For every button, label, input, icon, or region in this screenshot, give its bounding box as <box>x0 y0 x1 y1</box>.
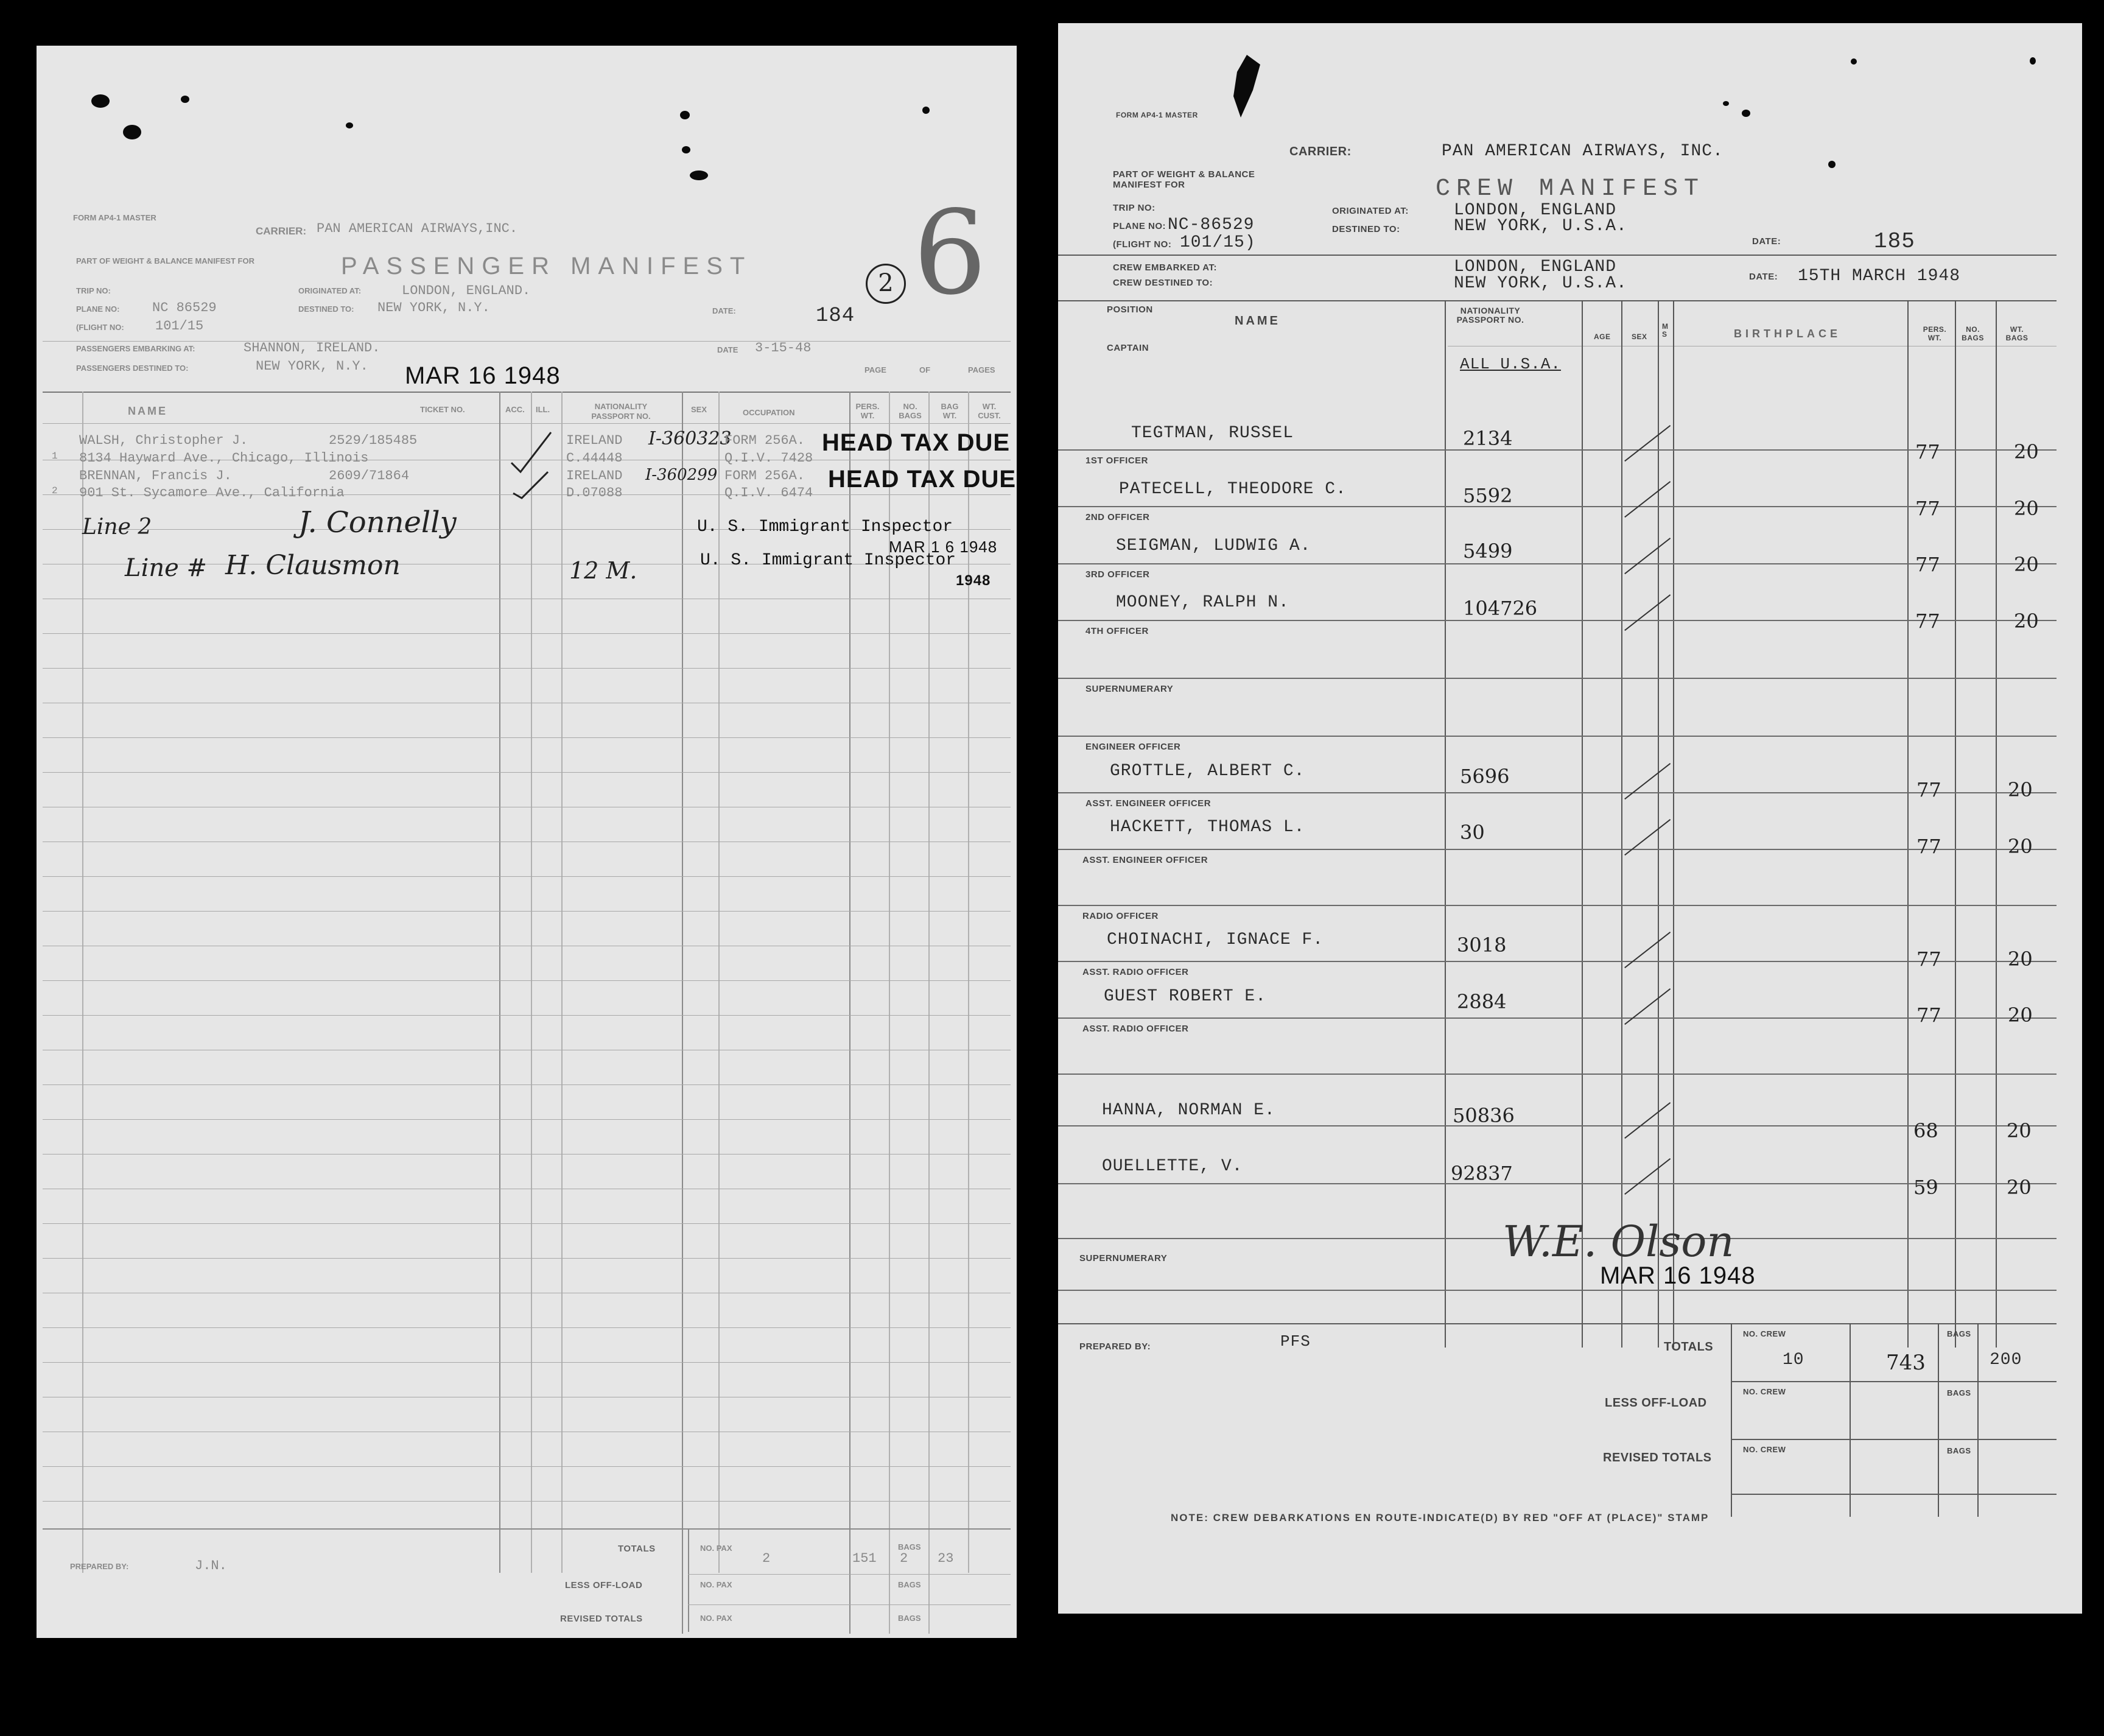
crew-5-weight: 77 <box>1916 778 1941 801</box>
rule <box>1731 1381 2057 1382</box>
row-rule <box>1058 849 2057 850</box>
date2-value: 3-15-48 <box>755 340 812 356</box>
all-usa-note: ALL U.S.A. <box>1460 355 1562 373</box>
col-ticket: TICKET NO. <box>420 405 465 414</box>
col-pers-wt: PERS. WT. <box>855 402 880 420</box>
col-pers-wt: PERS. WT. <box>1923 325 1947 342</box>
rule <box>1731 1439 2057 1440</box>
crew-2-passport: 5592 <box>1463 484 1513 507</box>
crew-10-passport: 92837 <box>1451 1162 1513 1185</box>
passenger-2-nationality: IRELAND <box>566 468 623 483</box>
ink-blot <box>1723 101 1729 106</box>
tick-mark <box>1624 425 1671 462</box>
tick-mark <box>1624 988 1671 1025</box>
crew-5-bag-weight: 20 <box>2008 778 2033 801</box>
crew-5-passport: 5696 <box>1460 765 1510 788</box>
row-rule <box>1058 905 2057 906</box>
crew-2-weight: 77 <box>1915 497 1940 520</box>
position-engineer-officer: ENGINEER OFFICER <box>1085 742 1181 752</box>
circled-number: 2 <box>866 264 906 304</box>
passenger-1-passport: C.44448 <box>566 451 623 466</box>
crew-1-passport: 2134 <box>1463 427 1513 450</box>
handwritten-line-2: Line # <box>125 554 208 582</box>
rule <box>688 1604 1011 1605</box>
row-rule <box>1058 506 2057 507</box>
crew-6-passport: 30 <box>1460 821 1485 844</box>
carrier-name: PAN AMERICAN AIRWAYS,INC. <box>317 221 518 236</box>
originated-value: LONDON, ENGLAND <box>1454 201 1617 220</box>
handwritten-signature-2: H. Clausmon <box>225 550 401 581</box>
destined-value: NEW YORK, U.S.A. <box>1454 217 1627 236</box>
no-pax-label: NO. PAX <box>700 1544 732 1553</box>
bags-label-2: BAGS <box>1947 1388 1971 1397</box>
crew-9-name: HANNA, NORMAN E. <box>1102 1101 1275 1120</box>
page-label: PAGE <box>864 365 886 374</box>
ink-blot <box>682 146 690 153</box>
column-line <box>1445 300 1446 1348</box>
position-supernumerary-1: SUPERNUMERARY <box>1085 684 1174 694</box>
column-line <box>1977 1323 1979 1517</box>
passenger-1-ticket: 2529/185485 <box>329 433 418 448</box>
col-sex: SEX <box>691 405 707 414</box>
column-line <box>1955 300 1956 1348</box>
col-sex: SEX <box>1632 332 1647 341</box>
position-asst-radio-2: ASST. RADIO OFFICER <box>1082 1024 1189 1034</box>
crew-4-bag-weight: 20 <box>2014 610 2039 633</box>
originated-label: ORIGINATED AT: <box>298 286 362 295</box>
crew-4-passport: 104726 <box>1463 597 1538 620</box>
crew-destined-value: NEW YORK, U.S.A. <box>1454 274 1627 293</box>
total-bags: 2 <box>900 1551 908 1566</box>
head-tax-stamp-1: HEAD TAX DUE <box>822 429 1011 456</box>
row-rule <box>43 1501 1011 1502</box>
position-asst-engineer-1: ASST. ENGINEER OFFICER <box>1085 798 1212 809</box>
plane-no-value: NC 86529 <box>152 300 217 315</box>
check-mark-icon <box>508 426 569 499</box>
tick-mark <box>1624 1102 1671 1139</box>
row-rule <box>43 911 1011 912</box>
total-weight: 151 <box>852 1551 877 1566</box>
form-number: FORM AP4-1 MASTER <box>73 213 156 222</box>
position-asst-radio-1: ASST. RADIO OFFICER <box>1082 967 1189 977</box>
rule <box>1058 255 2057 256</box>
crew-8-weight: 77 <box>1916 1003 1941 1027</box>
ink-blot <box>2030 57 2036 65</box>
row-rule <box>43 1015 1011 1016</box>
destined-pass-value: NEW YORK, N.Y. <box>256 359 368 374</box>
originated-value: LONDON, ENGLAND. <box>402 283 531 298</box>
destined-value: NEW YORK, N.Y. <box>377 300 490 315</box>
col-position: POSITION <box>1107 304 1153 315</box>
crew-6-name: HACKETT, THOMAS L. <box>1110 818 1305 837</box>
position-captain: CAPTAIN <box>1107 343 1149 353</box>
row-rule <box>1058 678 2057 679</box>
ink-blot <box>690 170 708 180</box>
no-crew-label-3: NO. CREW <box>1743 1445 1786 1454</box>
rule <box>43 341 1011 342</box>
crew-8-passport: 2884 <box>1457 990 1507 1013</box>
crew-7-bag-weight: 20 <box>2008 947 2033 971</box>
embarking-value: SHANNON, IRELAND. <box>244 340 380 356</box>
column-line <box>1658 300 1659 1348</box>
row-rule <box>1058 1125 2057 1126</box>
destined-pass-label: PASSENGERS DESTINED TO: <box>76 364 189 373</box>
destined-label: DESTINED TO: <box>298 304 354 314</box>
ink-blot <box>922 107 930 114</box>
col-no-bags: NO. BAGS <box>899 402 922 420</box>
passenger-2-form: FORM 256A. <box>724 468 805 483</box>
bags-label-2: BAGS <box>898 1580 921 1589</box>
position-second-officer: 2ND OFFICER <box>1085 512 1150 522</box>
column-line <box>499 392 500 1573</box>
tick-mark <box>1624 481 1671 518</box>
ink-blot <box>91 94 110 108</box>
column-line <box>968 392 969 1573</box>
handwritten-sheet-number: 6 <box>913 186 987 320</box>
inspector-signature: W.E. Olson <box>1503 1217 1734 1267</box>
tick-mark <box>1624 819 1671 856</box>
column-line <box>1673 300 1674 1348</box>
tick-mark <box>1624 538 1671 574</box>
crew-1-bag-weight: 20 <box>2014 440 2039 463</box>
column-line <box>82 392 83 1573</box>
col-no-bags: NO. BAGS <box>1962 325 1984 342</box>
embarking-label: PASSENGERS EMBARKING AT: <box>76 344 195 353</box>
prepared-by-label: PREPARED BY: <box>70 1562 129 1571</box>
crew-manifest-sheet <box>1058 23 2082 1614</box>
position-first-officer: 1ST OFFICER <box>1085 455 1149 466</box>
crew-debarkation-note: NOTE: CREW DEBARKATIONS EN ROUTE-INDICATE(D) BY RED "OFF AT (PLACE)" STAMP <box>1171 1512 1710 1523</box>
crew-6-bag-weight: 20 <box>2008 835 2033 858</box>
carrier-name: PAN AMERICAN AIRWAYS, INC. <box>1442 142 1724 161</box>
column-line <box>849 392 850 1634</box>
prepared-by-label: PREPARED BY: <box>1079 1341 1151 1352</box>
passenger-manifest-sheet <box>37 46 1017 1638</box>
part-of-label: PART OF WEIGHT & BALANCE MANIFEST FOR <box>76 256 254 265</box>
passenger-1-visa-no: I-360323 <box>648 428 732 449</box>
col-age: AGE <box>1594 332 1611 341</box>
ink-blot <box>123 125 141 139</box>
passenger-1-address: 8134 Hayward Ave., Chicago, Illinois <box>79 451 369 466</box>
position-supernumerary-2: SUPERNUMERARY <box>1079 1253 1168 1263</box>
row-rule <box>1058 1183 2057 1184</box>
crew-1-weight: 77 <box>1915 440 1940 463</box>
crew-10-name: OUELLETTE, V. <box>1102 1157 1243 1176</box>
col-ill: ILL. <box>536 405 550 414</box>
crew-9-bag-weight: 20 <box>2007 1119 2032 1142</box>
handwritten-signature-1: J. Connelly <box>298 505 457 539</box>
prepared-by-value: J.N. <box>195 1558 227 1573</box>
rule <box>1058 300 2057 301</box>
totals-label: TOTALS <box>1664 1340 1714 1354</box>
ink-blot <box>1742 110 1750 117</box>
row-rule <box>1058 1074 2057 1075</box>
col-birthplace: BIRTHPLACE <box>1734 328 1841 340</box>
crew-9-weight: 68 <box>1913 1119 1938 1142</box>
crew-1-name: TEGTMAN, RUSSEL <box>1131 424 1294 443</box>
row-rule <box>1058 449 2057 451</box>
position-radio-officer: RADIO OFFICER <box>1082 911 1159 921</box>
trip-no-label: TRIP NO: <box>76 286 111 295</box>
ink-blot <box>1828 161 1836 168</box>
manifest-title: CREW MANIFEST <box>1436 175 1705 203</box>
col-name: NAME <box>128 405 167 417</box>
crew-destined-label: CREW DESTINED TO: <box>1113 278 1213 288</box>
position-asst-engineer-2: ASST. ENGINEER OFFICER <box>1082 855 1208 865</box>
head-tax-stamp-2: HEAD TAX DUE <box>828 466 1017 493</box>
tick-mark <box>1624 594 1671 631</box>
crew-3-passport: 5499 <box>1463 539 1513 563</box>
bags-label-3: BAGS <box>898 1614 921 1623</box>
crew-2-bag-weight: 20 <box>2014 497 2039 520</box>
date2-label: DATE: <box>1749 272 1778 282</box>
col-nationality: NATIONALITY PASSPORT NO. <box>1456 306 1524 325</box>
col-name: NAME <box>1235 314 1280 328</box>
crew-8-bag-weight: 20 <box>2008 1003 2033 1027</box>
passenger-1-nationality: IRELAND <box>566 433 623 448</box>
date-label: DATE: <box>1752 236 1781 247</box>
crew-2-name: PATECELL, THEODORE C. <box>1119 480 1347 499</box>
total-bag-weight: 23 <box>938 1551 954 1566</box>
row-rule <box>43 1258 1011 1259</box>
crew-10-weight: 59 <box>1913 1176 1938 1199</box>
handwritten-note: 12 M. <box>569 557 637 584</box>
position-fourth-officer: 4TH OFFICER <box>1085 626 1149 636</box>
crew-3-bag-weight: 20 <box>2014 553 2039 576</box>
form-number: FORM AP4-1 MASTER <box>1116 111 1198 119</box>
revised-totals-label: REVISED TOTALS <box>1603 1451 1712 1464</box>
passenger-2-visa-no: I-360299 <box>645 466 718 484</box>
column-line <box>1850 1323 1851 1517</box>
row-rule <box>43 772 1011 773</box>
row-rule <box>1058 563 2057 564</box>
ink-blot <box>1851 58 1857 65</box>
ink-blot <box>181 96 189 103</box>
passenger-2-visa: Q.I.V. 6474 <box>724 485 813 501</box>
row-rule <box>43 980 1011 981</box>
column-line <box>1582 300 1583 1348</box>
sheet-number: 185 <box>1874 229 1915 254</box>
crew-3-name: SEIGMAN, LUDWIG A. <box>1116 536 1311 555</box>
row-rule <box>1058 736 2057 737</box>
passenger-1-number: 1 <box>52 451 58 462</box>
column-line <box>1938 1323 1939 1517</box>
passenger-2-number: 2 <box>52 485 58 496</box>
inspector-date-1: MAR 1 6 1948 <box>889 538 998 556</box>
total-bags-weight: 200 <box>1990 1351 2022 1369</box>
trip-no-label: TRIP NO: <box>1113 203 1155 213</box>
row-rule <box>1058 792 2057 793</box>
date2-label: DATE <box>717 345 738 354</box>
no-pax-label-3: NO. PAX <box>700 1614 732 1623</box>
row-rule <box>43 668 1011 669</box>
row-rule <box>1058 1017 2057 1019</box>
totals-label: TOTALS <box>618 1544 656 1554</box>
row-rule <box>1058 620 2057 621</box>
no-crew-label: NO. CREW <box>1743 1329 1786 1338</box>
col-acc: ACC. <box>505 405 525 414</box>
row-rule <box>43 633 1011 634</box>
col-wt-bags: WT. BAGS <box>2005 325 2029 342</box>
crew-embarked-value: LONDON, ENGLAND <box>1454 258 1617 276</box>
crew-9-passport: 50836 <box>1453 1104 1515 1127</box>
inspector-date-2: 1948 <box>956 572 991 589</box>
no-pax-label-2: NO. PAX <box>700 1580 732 1589</box>
crew-7-weight: 77 <box>1916 947 1941 971</box>
flight-no-label: (FLIGHT NO: <box>1113 239 1172 250</box>
row-rule <box>43 1327 1011 1328</box>
date-stamp: MAR 16 1948 <box>405 362 561 389</box>
column-line <box>1621 300 1622 1348</box>
inspector-stamp-1: U. S. Immigrant Inspector <box>697 518 953 536</box>
row-rule <box>43 1466 1011 1467</box>
crew-4-name: MOONEY, RALPH N. <box>1116 593 1289 612</box>
rule <box>43 1528 1011 1530</box>
row-rule <box>43 876 1011 877</box>
destined-label: DESTINED TO: <box>1332 224 1400 234</box>
date2-value: 15TH MARCH 1948 <box>1798 267 1961 286</box>
sheet-number: 184 <box>816 304 855 328</box>
col-nationality: NATIONALITY PASSPORT NO. <box>591 402 651 421</box>
total-weight: 743 <box>1886 1351 1926 1375</box>
column-line <box>889 392 890 1634</box>
revised-totals-label: REVISED TOTALS <box>560 1614 643 1624</box>
column-line <box>682 392 683 1634</box>
manifest-title: PASSENGER MANIFEST <box>341 253 752 279</box>
inspector-stamp-2: U. S. Immigrant Inspector <box>700 551 956 570</box>
plane-no-label: PLANE NO: <box>76 304 120 314</box>
row-rule <box>1058 961 2057 962</box>
less-offload-label: LESS OFF-LOAD <box>565 1580 643 1590</box>
tick-mark <box>1624 1158 1671 1195</box>
crew-4-weight: 77 <box>1915 610 1940 633</box>
part-of-label: PART OF WEIGHT & BALANCE MANIFEST FOR <box>1113 169 1255 190</box>
rule <box>43 423 1011 424</box>
column-line <box>928 392 930 1634</box>
date-stamp: MAR 16 1948 <box>1600 1262 1756 1289</box>
passenger-2-passport: D.07088 <box>566 485 623 501</box>
passenger-1-name: WALSH, Christopher J. <box>79 433 248 448</box>
column-line <box>561 392 563 1573</box>
crew-8-name: GUEST ROBERT E. <box>1104 987 1267 1006</box>
ink-blot <box>1229 54 1265 121</box>
flight-no-label: (FLIGHT NO: <box>76 323 124 332</box>
total-crew: 10 <box>1783 1351 1804 1369</box>
crew-6-weight: 77 <box>1916 835 1941 858</box>
flight-no-value: 101/15) <box>1180 233 1256 252</box>
less-offload-label: LESS OFF-LOAD <box>1605 1396 1707 1410</box>
prepared-by-value: PFS <box>1280 1332 1311 1351</box>
ink-blot <box>680 111 690 119</box>
handwritten-line-1: Line 2 <box>82 515 152 539</box>
crew-10-bag-weight: 20 <box>2007 1176 2032 1199</box>
row-rule <box>43 1084 1011 1085</box>
flight-no-value: 101/15 <box>155 318 204 334</box>
row-rule <box>43 737 1011 738</box>
crew-embarked-label: CREW EMBARKED AT: <box>1113 262 1217 273</box>
rule <box>688 1574 1011 1575</box>
bags-label: BAGS <box>898 1542 921 1552</box>
col-ms: M S <box>1662 322 1669 339</box>
passenger-2-name: BRENNAN, Francis J. <box>79 468 232 483</box>
crew-7-passport: 3018 <box>1457 933 1507 957</box>
rule <box>1731 1494 2057 1495</box>
rule <box>43 392 1011 393</box>
total-pax: 2 <box>762 1551 771 1566</box>
row-rule <box>43 1223 1011 1224</box>
row-rule <box>43 1362 1011 1363</box>
ink-blot <box>346 122 353 128</box>
col-bag-wt: BAG WT. <box>941 402 959 420</box>
passenger-1-form: FORM 256A. <box>724 433 805 448</box>
tick-mark <box>1624 763 1671 799</box>
column-line <box>688 1528 689 1632</box>
tick-mark <box>1624 932 1671 968</box>
crew-7-name: CHOINACHI, IGNACE F. <box>1107 930 1324 949</box>
no-crew-label-2: NO. CREW <box>1743 1387 1786 1396</box>
bags-label-3: BAGS <box>1947 1446 1971 1455</box>
row-rule <box>1058 1290 2057 1291</box>
passenger-2-address: 901 St. Sycamore Ave., California <box>79 485 345 501</box>
passenger-1-visa: Q.I.V. 7428 <box>724 451 813 466</box>
column-line <box>531 392 532 1573</box>
carrier-label: CARRIER: <box>256 225 307 237</box>
col-occupation: OCCUPATION <box>743 408 795 417</box>
column-line <box>1996 300 1997 1348</box>
position-third-officer: 3RD OFFICER <box>1085 569 1150 580</box>
col-wt-cust: WT. CUST. <box>978 402 1001 420</box>
date-label: DATE: <box>712 306 736 315</box>
passenger-2-ticket: 2609/71864 <box>329 468 410 483</box>
crew-3-weight: 77 <box>1915 553 1940 576</box>
column-line <box>1731 1323 1732 1517</box>
plane-no-label: PLANE NO: <box>1113 221 1166 231</box>
rule <box>1058 1323 2057 1324</box>
pages-label: PAGES <box>968 365 995 374</box>
bags-label: BAGS <box>1947 1329 1971 1338</box>
originated-label: ORIGINATED AT: <box>1332 206 1409 216</box>
carrier-label: CARRIER: <box>1289 145 1352 158</box>
column-line <box>1907 300 1909 1348</box>
plane-no-value: NC-86529 <box>1168 216 1255 234</box>
row-rule <box>43 1119 1011 1120</box>
crew-5-name: GROTTLE, ALBERT C. <box>1110 762 1305 781</box>
of-label: OF <box>919 365 931 374</box>
